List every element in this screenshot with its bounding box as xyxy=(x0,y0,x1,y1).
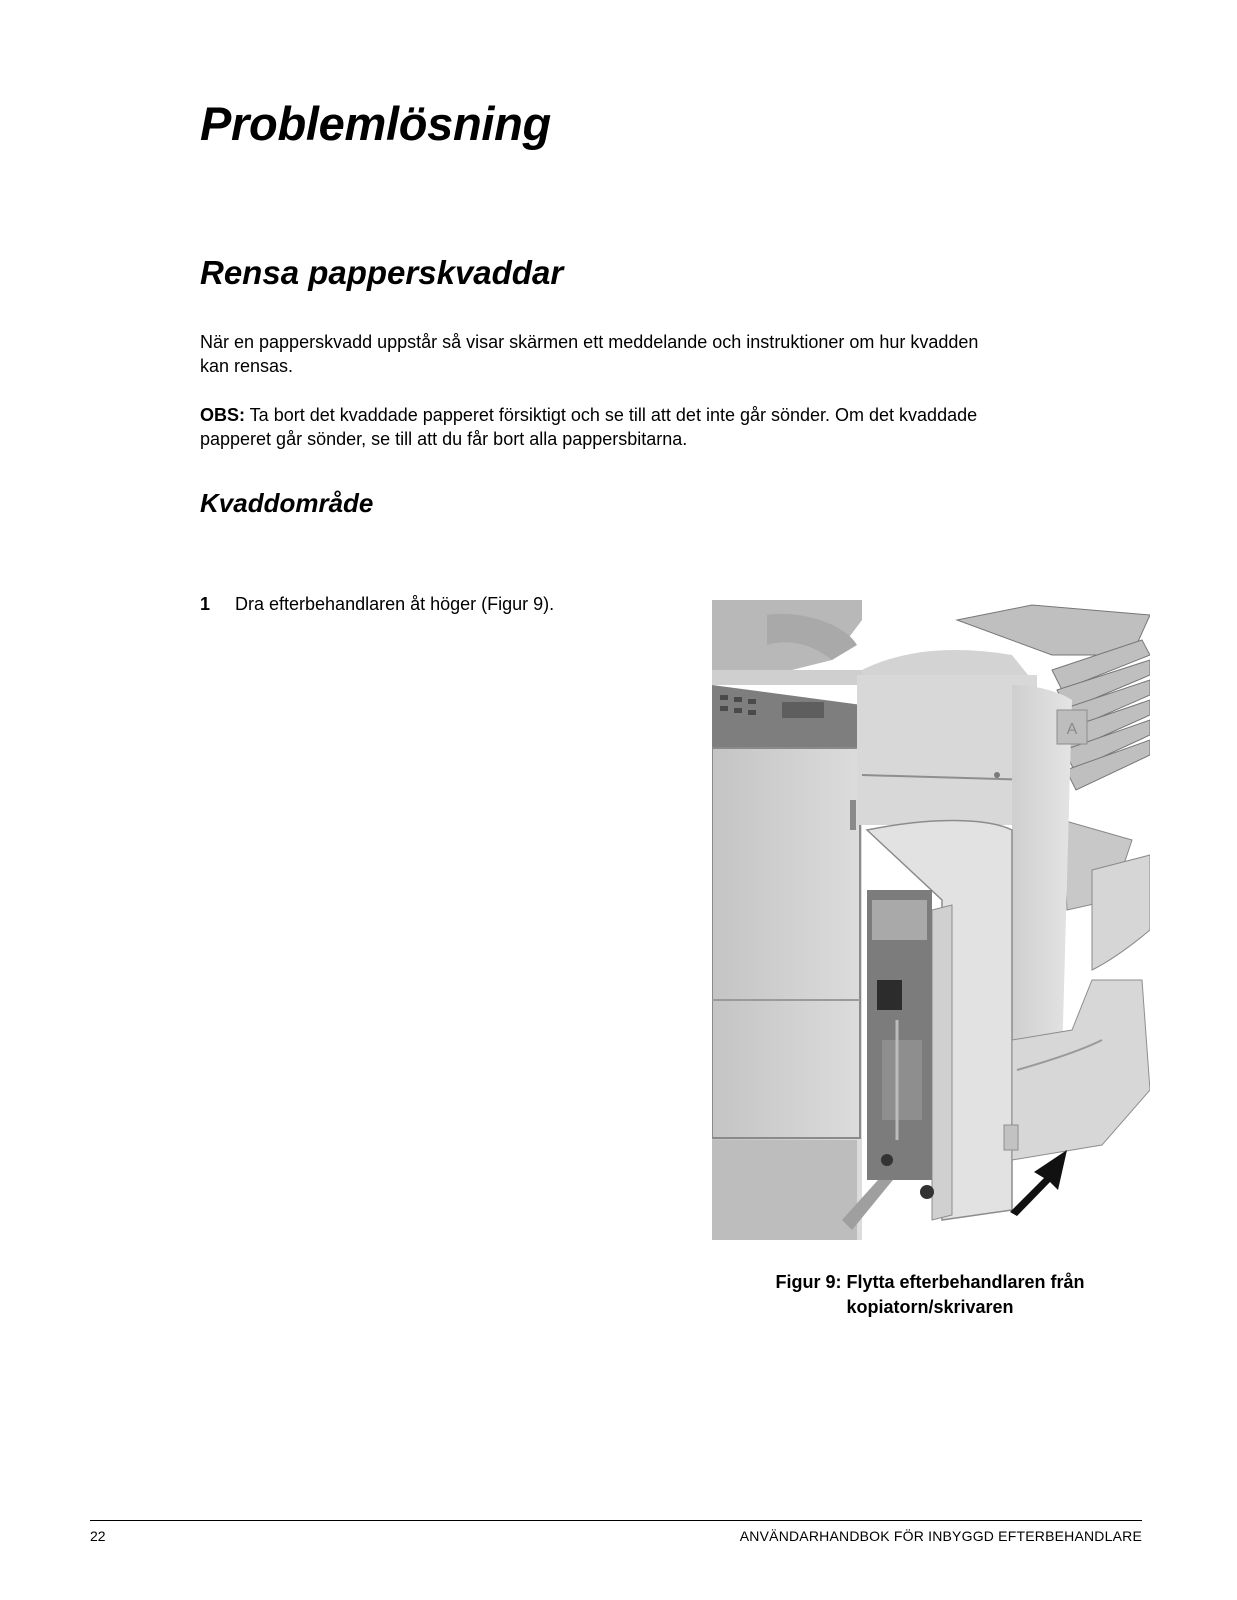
intro-paragraph: När en papperskvadd uppstår så visar skärmen ett meddelande och instruktioner om hur kvadden kan rensas. xyxy=(200,332,979,376)
section-title: Rensa papperskvaddar xyxy=(200,254,564,291)
step-text: Dra efterbehandlaren åt höger (Figur 9). xyxy=(235,594,555,614)
caption-line-2: kopiatorn/skrivaren xyxy=(846,1297,1014,1317)
note-text: Ta bort det kvaddade papperet försiktigt och se till att det inte går sönder. Om det kvaddade papperet går sönder, se till att du får bort alla pappersbitarna. xyxy=(200,405,978,449)
page-title: Problemlösning xyxy=(200,97,551,150)
step-1 xyxy=(200,592,554,616)
note-label: OBS: xyxy=(200,405,245,425)
copier-body xyxy=(712,748,862,1240)
control-panel xyxy=(712,685,862,748)
finisher-interior xyxy=(867,890,932,1180)
step-number: 1 xyxy=(200,594,211,614)
tower-label-a: A xyxy=(1066,721,1078,738)
subsection-title: Kvaddområde xyxy=(200,488,374,518)
caption-line-1: Figur 9: Flytta efterbehandlaren från xyxy=(775,1272,1085,1292)
finisher-photo xyxy=(712,600,1150,1240)
figure-caption xyxy=(730,1270,1130,1320)
finisher-transport xyxy=(857,650,1037,825)
arrow-icon xyxy=(1010,1150,1067,1216)
copier-top xyxy=(712,600,862,685)
footer-divider xyxy=(90,1520,1142,1521)
page-number: 22 xyxy=(90,1528,106,1544)
note-paragraph xyxy=(200,403,1000,451)
footer-title: ANVÄNDARHANDBOK FÖR INBYGGD EFTERBEHANDLARE xyxy=(739,1528,1142,1544)
